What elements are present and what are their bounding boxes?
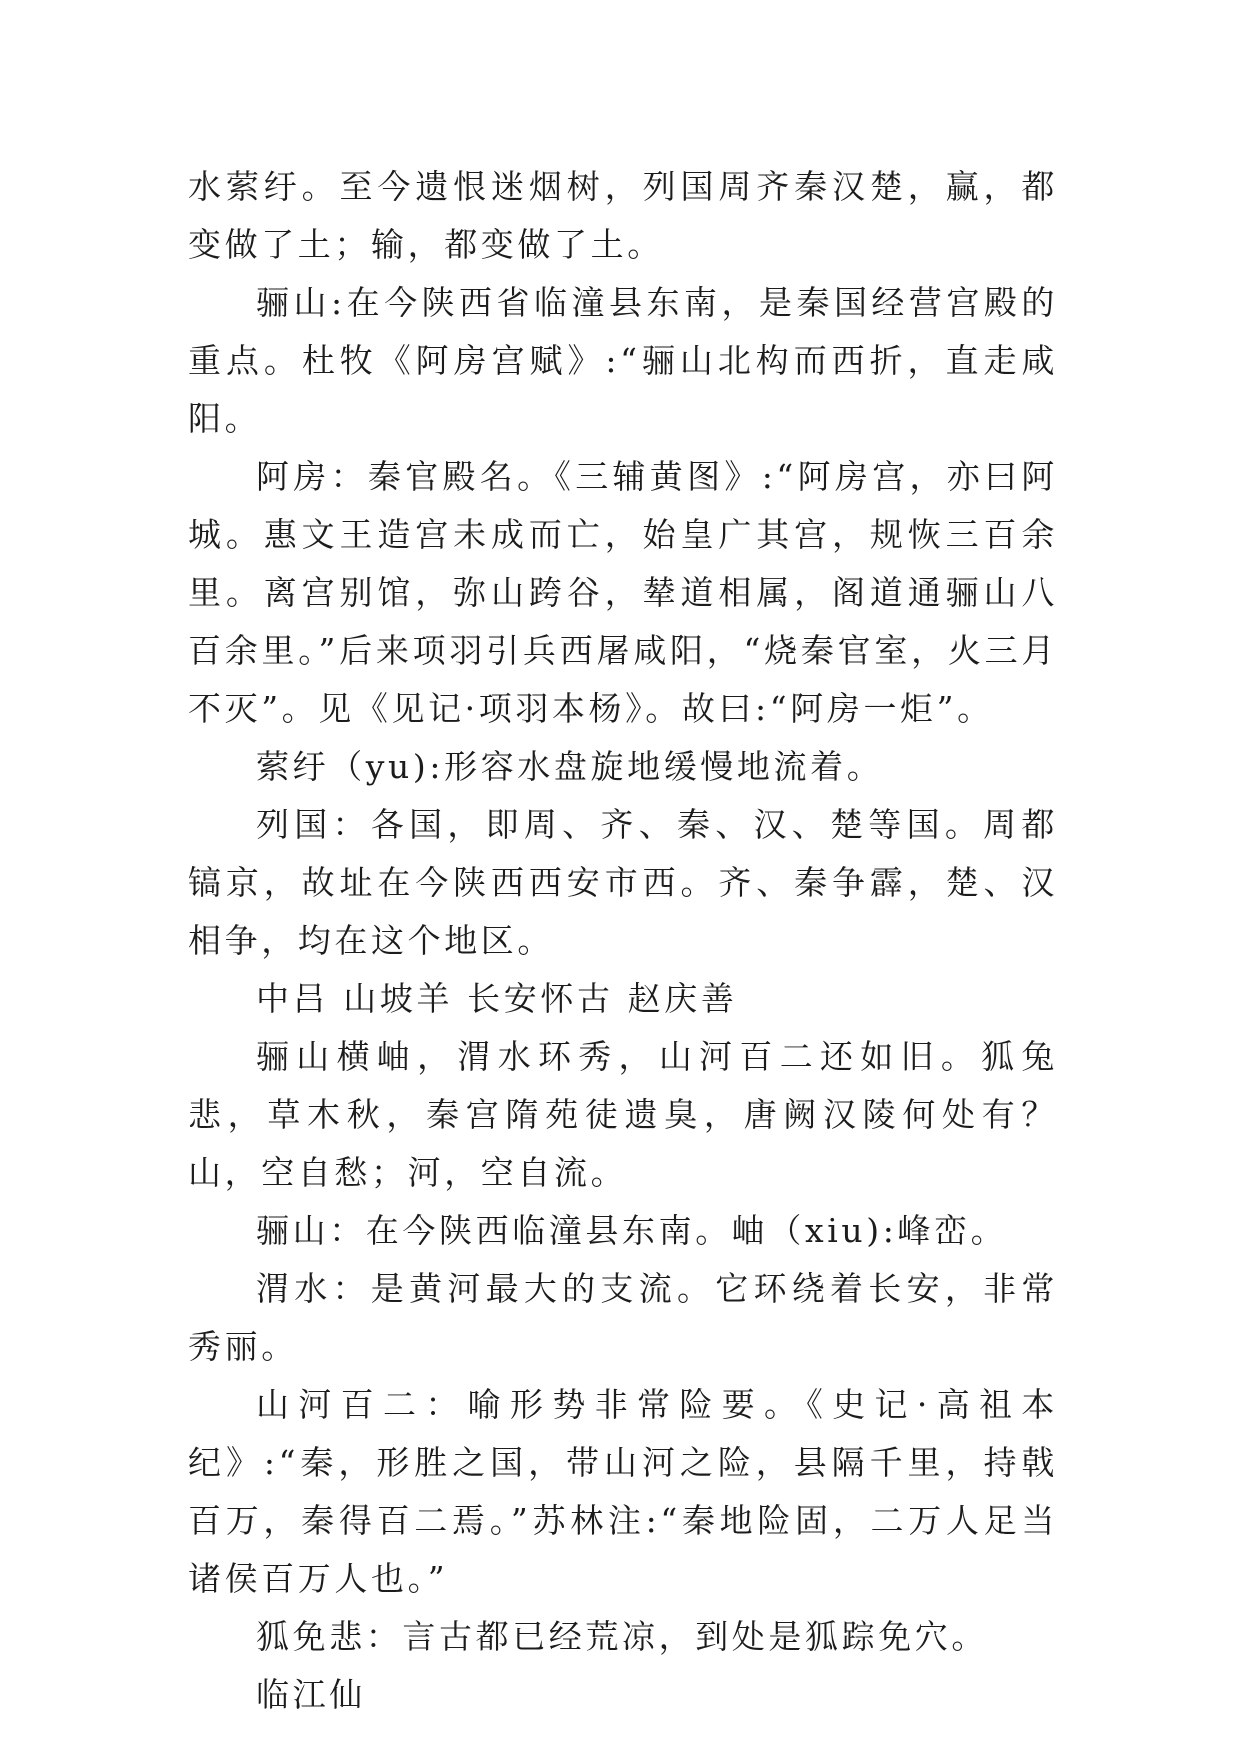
paragraph: 骊山：在今陕西临潼县东南。岫（xiu):峰峦。	[256, 1211, 1008, 1250]
poem-text: 骊山横岫，渭水环秀，山河百二还如旧。狐兔悲，草木秋，秦宫隋苑徒遗臭，唐阙汉陵何处有？山，空自愁；河，空自流。	[188, 1037, 1058, 1192]
paragraph: 水萦纡。至今遗恨迷烟树，列国周齐秦汉楚，赢，都变做了土；输，都变做了土。	[188, 167, 1058, 264]
paragraph: 渭水：是黄河最大的支流。它环绕着长安，非常秀丽。	[188, 1269, 1058, 1366]
paragraph: 狐免悲：言古都已经荒凉，到处是狐踪免穴。	[256, 1617, 988, 1656]
paragraph: 骊山:在今陕西省临潼县东南，是秦国经营宫殿的重点。杜牧《阿房宫赋》:“骊山北构而西折，直走咸阳。	[188, 283, 1058, 438]
paragraph: 列国：各国，即周、齐、秦、汉、楚等国。周都镐京，故址在今陕西西安市西。齐、秦争霹，楚、汉相争，均在这个地区。	[188, 805, 1058, 960]
paragraph: 山河百二：喻形势非常险要。《史记·高祖本纪》:“秦，形胜之国，带山河之险，县隔千里，持戟百万，秦得百二焉。”苏林注:“秦地险固，二万人足当诸侯百万人也。”	[188, 1385, 1058, 1598]
paragraph: 萦纡（yu):形容水盘旋地缓慢地流着。	[256, 747, 884, 786]
document-body	[188, 158, 1058, 1724]
paragraph: 阿房：秦官殿名。《三辅黄图》:“阿房宫，亦曰阿城。惠文王造宫未成而亡，始皇广其宫，规恢三百余里。离宫别馆，弥山跨谷，辇道相属，阁道通骊山八百余里。”后来项羽引兵西屠咸阳，“烧秦官室，火三月不灭”。见《见记·项羽本杨》。故曰:“阿房一炬”。	[188, 457, 1058, 728]
poem-title: 中吕 山坡羊 长安怀古 赵庆善	[256, 979, 738, 1018]
section-heading: 临江仙	[256, 1675, 366, 1714]
